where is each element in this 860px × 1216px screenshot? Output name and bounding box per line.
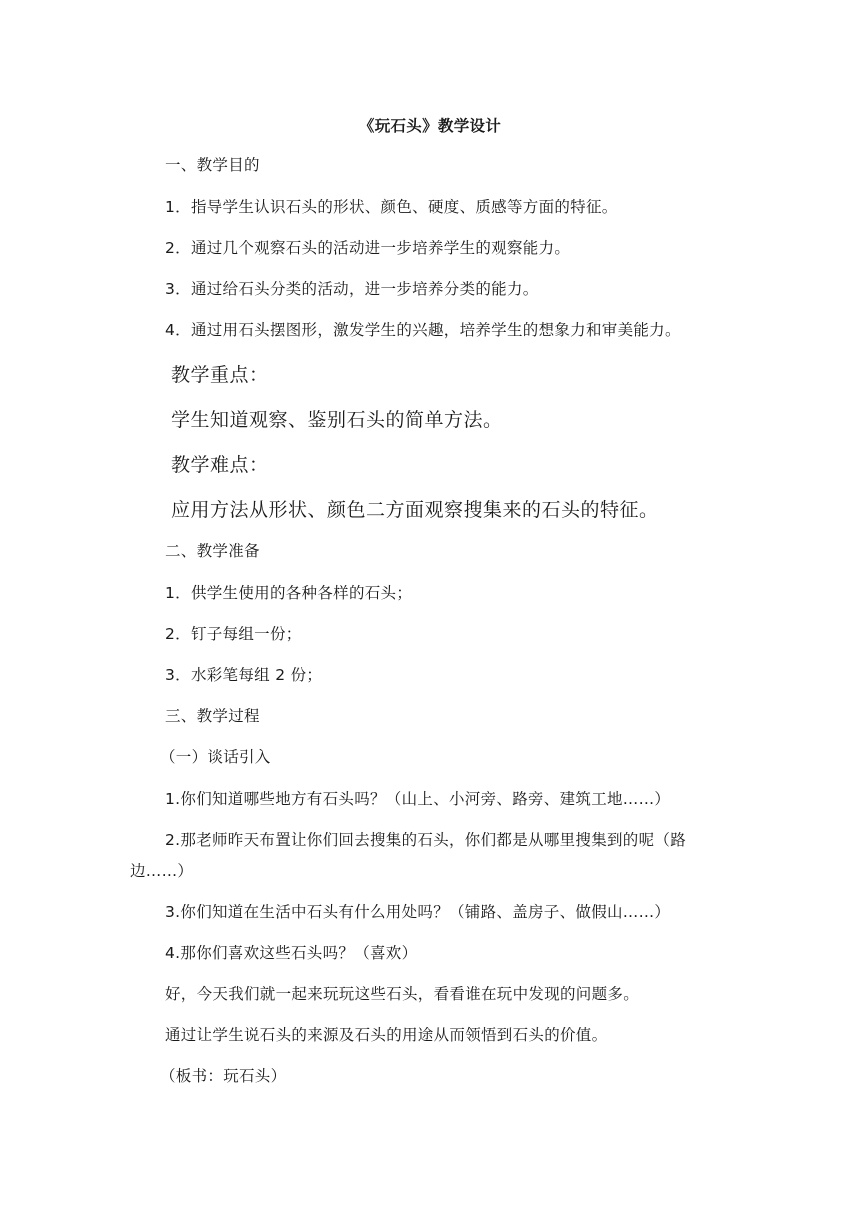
section-heading-process: 三、教学过程 xyxy=(165,707,260,725)
teaching-focus-label: 教学重点： xyxy=(171,364,269,386)
process-item: 2.那老师昨天布置让你们回去搜集的石头，你们都是从哪里搜集到的呢（路边……） xyxy=(130,831,686,880)
section-heading-preparation: 二、教学准备 xyxy=(165,542,260,560)
teaching-difficulty-text: 应用方法从形状、颜色二方面观察搜集来的石头的特征。 xyxy=(171,499,659,521)
document-title: 《玩石头》教学设计 xyxy=(358,117,502,135)
objective-item: 3．通过给石头分类的活动，进一步培养分类的能力。 xyxy=(165,280,539,298)
preparation-item: 2．钉子每组一份； xyxy=(165,625,302,643)
objective-item: 1．指导学生认识石头的形状、颜色、硬度、质感等方面的特征。 xyxy=(165,198,618,216)
teaching-difficulty-label: 教学难点： xyxy=(171,454,269,476)
subsection-heading-intro: （一）谈话引入 xyxy=(160,748,271,766)
preparation-item: 1．供学生使用的各种各样的石头； xyxy=(165,584,413,602)
process-paragraph: 好，今天我们就一起来玩玩这些石头，看看谁在玩中发现的问题多。 xyxy=(165,985,640,1003)
process-paragraph: 通过让学生说石头的来源及石头的用途从而领悟到石头的价值。 xyxy=(165,1026,608,1044)
objective-item: 4．通过用石头摆图形，激发学生的兴趣，培养学生的想象力和审美能力。 xyxy=(165,321,681,339)
preparation-item: 3．水彩笔每组 2 份； xyxy=(165,666,323,684)
process-item: 1.你们知道哪些地方有石头吗？（山上、小河旁、路旁、建筑工地……） xyxy=(165,790,671,808)
process-item: 3.你们知道在生活中石头有什么用处吗？（铺路、盖房子、做假山……） xyxy=(165,903,671,921)
section-heading-objectives: 一、教学目的 xyxy=(165,156,260,174)
teaching-focus-text: 学生知道观察、鉴别石头的简单方法。 xyxy=(171,409,503,431)
process-item: 4.那你们喜欢这些石头吗？（喜欢） xyxy=(165,944,418,962)
objective-item: 2．通过几个观察石头的活动进一步培养学生的观察能力。 xyxy=(165,239,571,257)
blackboard-note: （板书：玩石头） xyxy=(160,1067,287,1085)
